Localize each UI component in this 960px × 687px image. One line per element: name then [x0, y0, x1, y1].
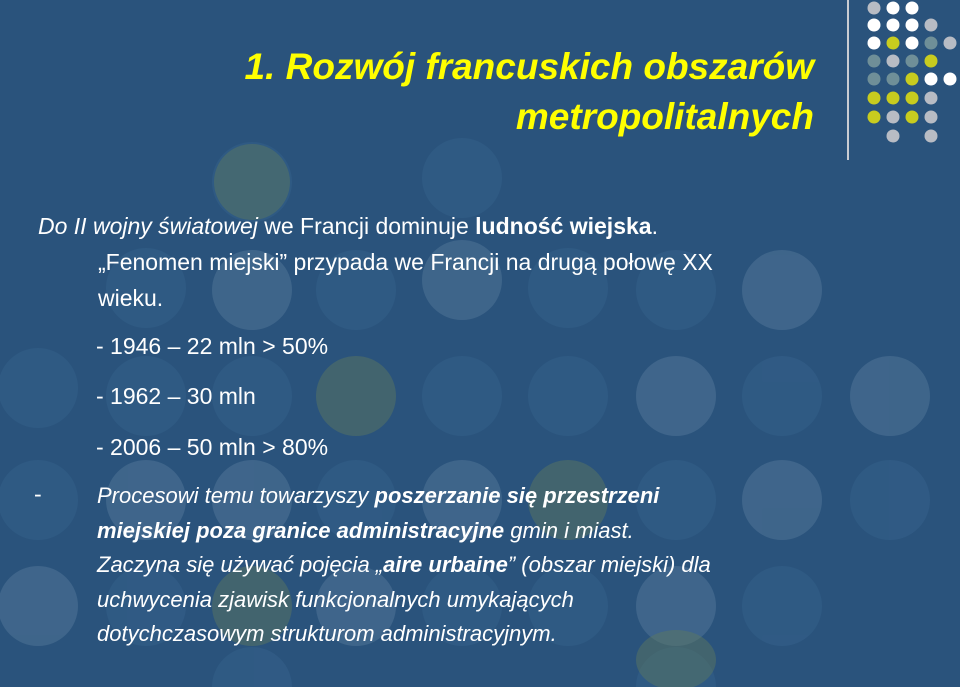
stat-1946: - 1946 – 22 mln > 50% [96, 333, 329, 359]
intro-line-3: wieku. [98, 285, 164, 311]
para-text-4: ” (obszar miejski) dla [507, 552, 711, 577]
para-bold-1: poszerzanie się przestrzeni [374, 483, 660, 508]
stat-2006: - 2006 – 50 mln > 80% [96, 434, 329, 460]
para-line-4: uchwycenia zjawisk funkcjonalnych umykających [97, 586, 574, 612]
slide-title-line-1: 1. Rozwój francuskich obszarów [244, 46, 814, 87]
para-line-5: dotychczasowym strukturom administracyjnym. [97, 621, 557, 646]
para-line-2 [97, 514, 897, 549]
para-line-1 [97, 479, 897, 514]
slide-title-line-2: metropolitalnych [515, 96, 814, 137]
intro-line-1 [38, 208, 898, 244]
intro-paragraph [38, 208, 898, 316]
intro-text: we Francji dominuje [257, 213, 476, 239]
para-text-2: gmin i miast. [504, 517, 634, 543]
para-bold-2: miejskiej poza granice administracyjne [97, 517, 505, 543]
intro-bold-phrase: ludność wiejska [475, 213, 652, 239]
para-text-3: Zaczyna się używać pojęcia „ [97, 552, 384, 577]
para-line-3 [97, 548, 897, 583]
bullet-dash: - [34, 481, 42, 507]
intro-line-2: „Fenomen miejski” przypada we Francji na drugą połowę XX [98, 249, 713, 275]
intro-period: . [651, 213, 658, 239]
stat-1962: - 1962 – 30 mln [96, 383, 256, 409]
urban-sprawl-paragraph [97, 479, 897, 652]
para-term-aire-urbaine: aire urbaine [383, 552, 508, 577]
slide-title [244, 42, 814, 142]
intro-italic-phrase: Do II wojny światowej [38, 213, 258, 239]
para-text-1: Procesowi temu towarzyszy [97, 483, 375, 508]
